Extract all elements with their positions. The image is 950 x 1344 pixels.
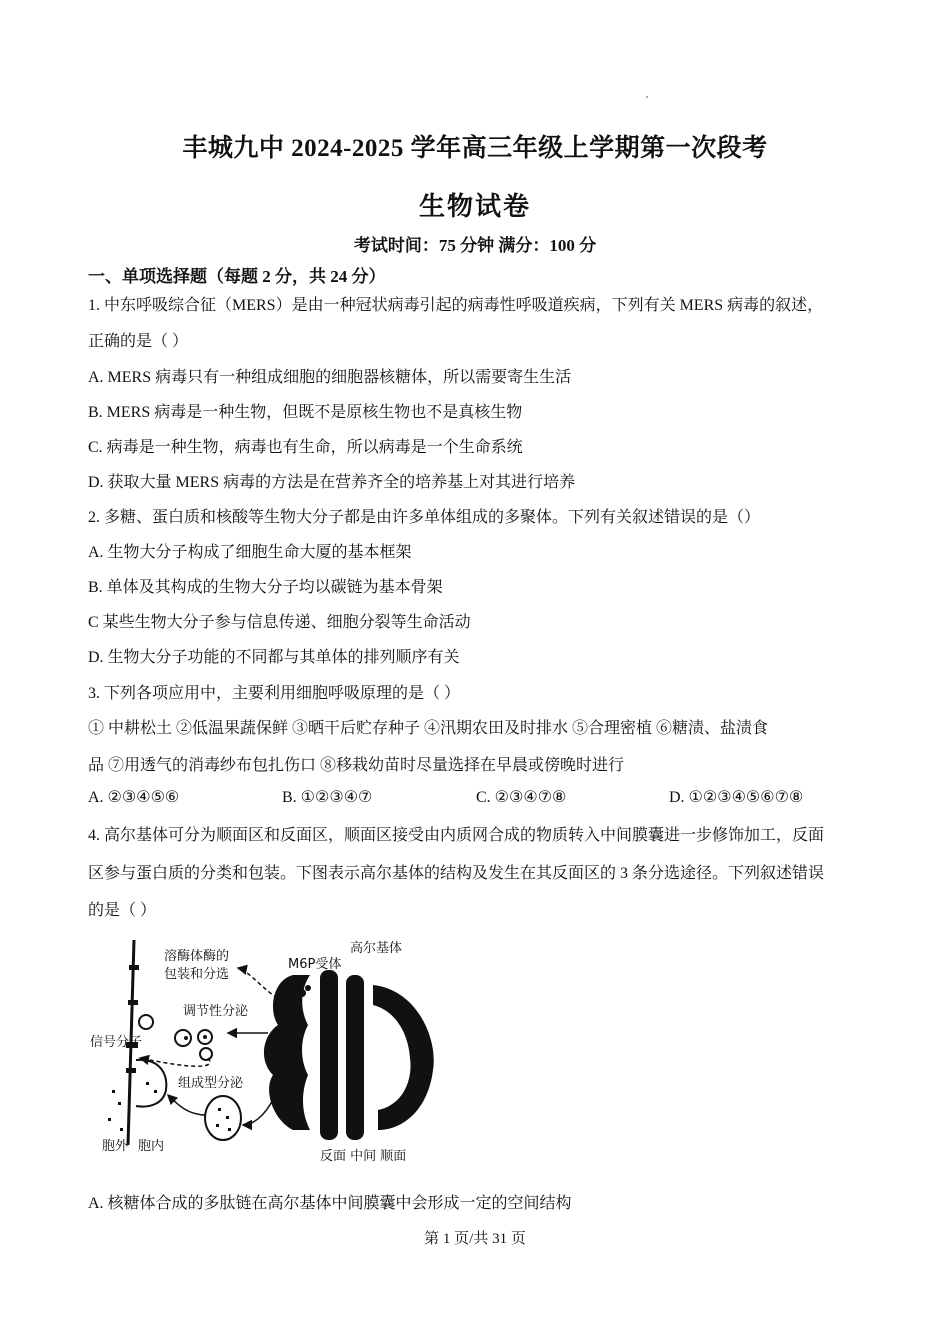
label-lysosome-2: 包装和分选 — [164, 967, 230, 982]
q3-option-b: B. ①②③④⑦ — [282, 789, 373, 806]
golgi-figure — [88, 930, 438, 1170]
q3-items-line2: 品 ⑦用透气的消毒纱布包扎伤口 ⑧移栽幼苗时尽量选择在早晨或傍晚时进行 — [88, 757, 625, 774]
q1-stem-line1: 1. 中东呼吸综合征（MERS）是由一种冠状病毒引起的病毒性呼吸道疾病，下列有关 MERS 病毒的叙述， — [88, 297, 824, 314]
exam-title: 丰城九中 2024-2025 学年高三年级上学期第一次段考 — [182, 135, 768, 162]
q1-option-c: C. 病毒是一种生物，病毒也有生命，所以病毒是一个生命系统 — [88, 439, 523, 456]
page-footer: 第 1 页/共 31 页 — [424, 1231, 526, 1247]
label-golgi: 高尔基体 — [350, 941, 403, 956]
q1-stem-line2: 正确的是（ ） — [88, 333, 189, 350]
q3-option-a: A. ②③④⑤⑥ — [88, 789, 180, 806]
q3-option-d: D. ①②③④⑤⑥⑦⑧ — [669, 789, 804, 806]
q1-option-a: A. MERS 病毒只有一种组成细胞的细胞器核糖体，所以需要寄生生活 — [88, 369, 572, 386]
q3-stem: 3. 下列各项应用中，主要利用细胞呼吸原理的是（ ） — [88, 685, 461, 702]
q3-items-line1: ① 中耕松土 ②低温果蔬保鲜 ③晒干后贮存种子 ④汛期农田及时排水 ⑤合理密植 ⑥糖渍、盐渍食 — [88, 720, 769, 737]
q4-stem-line1: 4. 高尔基体可分为顺面区和反面区，顺面区接受由内质网合成的物质转入中间膜囊进一步修饰加工，反面 — [88, 827, 825, 844]
q4-stem-line2: 区参与蛋白质的分类和包装。下图表示高尔基体的结构及发生在其反面区的 3 条分选途径。下列叙述错误 — [88, 865, 825, 882]
scan-speck — [646, 96, 648, 98]
q2-option-b: B. 单体及其构成的生物大分子均以碳链为基本骨架 — [88, 579, 443, 596]
q3-option-c: C. ②③④⑦⑧ — [476, 789, 567, 806]
label-inside: 胞内 — [138, 1139, 165, 1154]
exam-info: 考试时间：75 分钟 满分：100 分 — [353, 236, 597, 255]
q2-stem: 2. 多糖、蛋白质和核酸等生物大分子都是由许多单体组成的多聚体。下列有关叙述错误的是（） — [88, 509, 761, 526]
q1-option-d: D. 获取大量 MERS 病毒的方法是在营养齐全的培养基上对其进行培养 — [88, 474, 576, 491]
label-lysosome: 溶酶体酶的 — [164, 949, 230, 964]
q4-option-a: A. 核糖体合成的多肽链在高尔基体中间膜囊中会形成一定的空间结构 — [88, 1195, 572, 1212]
q1-option-b: B. MERS 病毒是一种生物，但既不是原核生物也不是真核生物 — [88, 404, 523, 421]
q2-option-d: D. 生物大分子功能的不同都与其单体的排列顺序有关 — [88, 649, 460, 666]
q2-option-c: C 某些生物大分子参与信息传递、细胞分裂等生命活动 — [88, 614, 471, 631]
golgi-diagram — [88, 930, 438, 1170]
label-regulated: 调节性分泌 — [183, 1004, 249, 1019]
label-m6p: M6P受体 — [288, 957, 342, 972]
label-regions: 反面 中间 顺面 — [320, 1149, 407, 1164]
label-signal: 信号分子 — [90, 1035, 143, 1050]
q4-stem-line3: 的是（ ） — [88, 902, 157, 919]
label-constitutive: 组成型分泌 — [178, 1076, 244, 1091]
subject-title: 生物试卷 — [418, 192, 531, 221]
q2-option-a: A. 生物大分子构成了细胞生命大厦的基本框架 — [88, 544, 412, 561]
section-heading: 一、单项选择题（每题 2 分，共 24 分） — [88, 267, 386, 286]
label-outside: 胞外 — [102, 1139, 129, 1154]
